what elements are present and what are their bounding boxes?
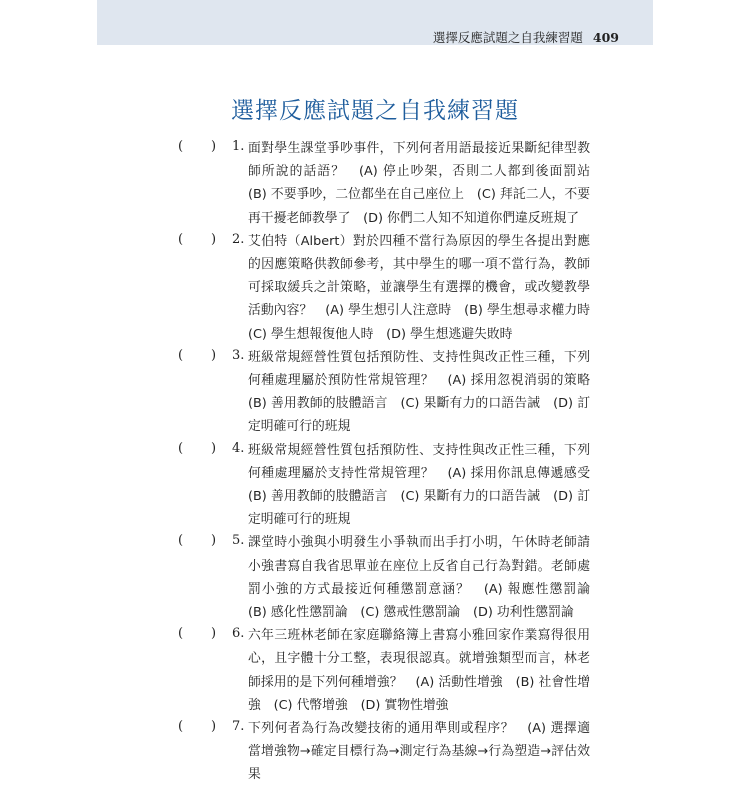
question-text: 課堂時小強與小明發生小爭執而出手打小明，午休時老師請小強書寫自我省思單並在座位上反省自己行為對錯。老師處罰小強的方式最接近何種懲罰意涵？ (A) 報應性懲罰論 (B) 感化性懲罰論 (C) 懲戒性懲罰論 (D) 功利性懲罰論 [248,535,603,621]
question-4 [0,439,750,532]
question-6 [0,624,750,717]
answer-blank: ( ) [178,231,217,247]
question-7 [0,717,750,787]
answer-blank: ( ) [178,347,217,363]
page-title: 選擇反應試題之自我練習題 [231,98,519,124]
question-number: 4. [232,440,245,456]
question-number: 7. [232,719,245,735]
question-list [0,137,750,787]
question-text: 六年三班林老師在家庭聯絡簿上書寫小雅回家作業寫得很用心，且字體十分工整，表現很認真。就增強類型而言，林老師採用的是下列何種增強？ (A) 活動性增強 (B) 社會性增強 (C) 代幣增強 (D) 實物性增強 [248,628,590,713]
answer-blank: ( ) [178,626,217,642]
question-number: 5. [232,533,245,549]
question-text: 下列何者為行為改變技術的通用準則或程序？ (A) 選擇適當增強物→確定目標行為→測定行為基線→行為塑造→評估效果 [248,721,590,783]
question-text: 班級常規經營性質包括預防性、支持性與改正性三種，下列何種處理屬於預防性常規管理？ (A) 採用忽視消弱的策略 (B) 善用教師的肢體語言 (C) 果斷有力的口語告誡 (D) 訂定明確可行的班規 [248,349,603,435]
running-header-title: 選擇反應試題之自我練習題 [432,30,583,45]
question-2 [0,230,750,346]
question-text: 面對學生課堂爭吵事件，下列何者用語最接近果斷紀律型教師所說的話語？ (A) 停止吵架，否則二人都到後面罰站 (B) 不要爭吵，二位都坐在自己座位上 (C) 拜託二人，不要再干擾老師教學了 (D) 你們二人知不知道你們違反班規了 [248,141,603,226]
running-header [433,28,619,46]
question-3 [0,346,750,439]
answer-blank: ( ) [178,440,217,456]
question-number: 3. [232,347,245,363]
question-number: 6. [232,626,245,642]
answer-blank: ( ) [178,139,217,154]
answer-blank: ( ) [178,719,217,735]
question-text: 班級常規經營性質包括預防性、支持性與改正性三種，下列何種處理屬於支持性常規管理？ (A) 採用你訊息傳遞感受 (B) 善用教師的肢體語言 (C) 果斷有力的口語告誡 (D) 訂定明確可行的班規 [248,442,603,528]
question-number: 2. [232,231,245,247]
question-5 [0,531,750,624]
question-1 [0,137,750,230]
question-number: 1. [232,139,245,154]
page-number: 409 [592,30,619,45]
answer-blank: ( ) [178,533,217,549]
question-text: 艾伯特（Albert）對於四種不當行為原因的學生各提出對應的因應策略供教師參考，其中學生的哪一項不當行為，教師可採取緩兵之計策略，並讓學生有選擇的機會，或改變教學活動內容？ (A) 學生想引人注意時 (B) 學生想尋求權力時 (C) 學生想報復他人時 (D) 學生想逃避失敗時 [248,233,603,342]
